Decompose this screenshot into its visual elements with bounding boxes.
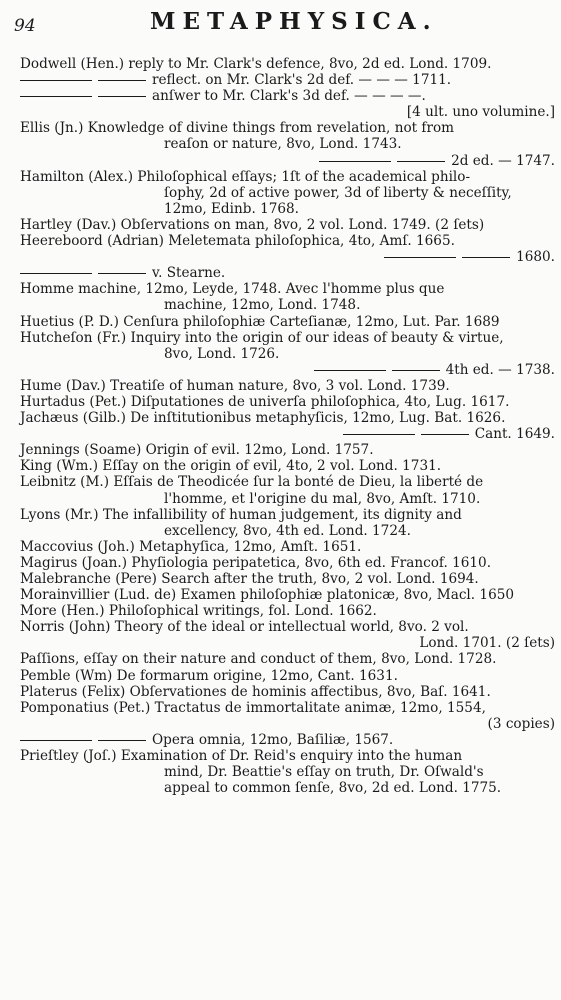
entry-line-text: Cant. 1649. [474,426,555,443]
catalogue-entry [0,153,561,169]
entry-line-text: Norris (John) Theory of the ideal or intellectual world, 8vo. 2 vol. [20,619,469,636]
entry-text [20,281,555,297]
entry-continuation [20,780,555,796]
catalogue-entry [0,362,561,378]
catalogue-entry [0,651,561,667]
entry-line-text: ſophy, 2d of active power, 3d of liberty & neceſſity, [164,184,512,201]
entry-text [20,619,555,635]
ditto-rule [421,434,469,435]
catalogue-entry [0,555,561,571]
entry-text [20,265,555,281]
entry-line-text: Lyons (Mr.) The infallibility of human judgement, its dignity and [20,506,462,523]
entry-text [20,732,555,748]
entry-continuation [20,297,555,313]
ditto-rule [314,370,386,371]
catalogue-entry [0,265,561,281]
entry-line-text: Maccovius (Joh.) Metaphyſica, 12mo, Amſt. 1651. [20,538,362,555]
catalogue-entry [0,233,561,249]
entry-line-text: Ellis (Jn.) Knowledge of divine things from revelation, not from [20,120,455,137]
entry-line-text: Paſſions, eſſay on their nature and conduct of them, 8vo, Lond. 1728. [20,651,497,668]
entry-line-text: 2d ed. — 1747. [451,152,555,169]
entry-line-text: 8vo, Lond. 1726. [164,345,280,362]
catalogue-entry [0,442,561,458]
entry-line-text: Lond. 1701. (2 ſets) [419,635,555,652]
catalogue-entry [0,56,561,72]
catalogue-entry [0,378,561,394]
entry-text [20,153,555,169]
entry-continuation [20,346,555,362]
entry-text [20,104,555,120]
entry-continuation [20,201,555,217]
entry-text [20,700,555,716]
page-number: 94 [14,16,36,36]
entry-line-text: Opera omnia, 12mo, Baſiliæ, 1567. [152,731,394,748]
entry-line-text: Prieſtley (Joſ.) Examination of Dr. Reid's enquiry into the human [20,748,463,765]
entry-line-text: 12mo, Edinb. 1768. [164,200,300,217]
entry-text [20,507,555,523]
ditto-rule [20,80,92,81]
catalogue-entry [0,88,561,104]
entry-text [20,233,555,249]
catalogue-entry [0,314,561,330]
catalogue-entry [0,619,561,651]
catalogue-entry [0,249,561,265]
entry-line-text: Jachæus (Gilb.) De inſtitutionibus metaphyſicis, 12mo, Lug. Bat. 1626. [20,410,506,427]
entry-text [20,442,555,458]
catalogue-entries [0,56,561,796]
entry-line-text: Platerus (Felix) Obſervationes de hominis affectibus, 8vo, Baſ. 1641. [20,683,491,700]
page-header [0,4,561,36]
entry-line-text: Hurtadus (Pet.) Diſputationes de univerſa philoſophica, 4to, Lug. 1617. [20,393,510,410]
ditto-rule [98,80,146,81]
ditto-rule [98,96,146,97]
entry-line-text: reaſon or nature, 8vo, Lond. 1743. [164,136,402,153]
entry-text [20,748,555,764]
entry-text [20,410,555,426]
ditto-rule [384,257,456,258]
catalogue-entry [0,587,561,603]
entry-text [20,72,555,88]
entry-line-text: Heereboord (Adrian) Meletemata philoſophica, 4to, Amſ. 1665. [20,233,455,250]
entry-text [20,458,555,474]
entry-line-text: 4th ed. — 1738. [445,361,555,378]
ditto-rule [462,257,510,258]
entry-line-text: Leibnitz (M.) Eſſais de Theodicée ſur la bonté de Dieu, la liberté de [20,474,484,491]
entry-text [20,314,555,330]
entry-continuation [20,716,555,732]
catalogue-entry [0,668,561,684]
entry-text [20,587,555,603]
entry-continuation [20,635,555,651]
ditto-rule [98,273,146,274]
entry-line-text: King (Wm.) Eſſay on the origin of evil, 4to, 2 vol. Lond. 1731. [20,458,442,475]
entry-line-text: l'homme, et l'origine du mal, 8vo, Amſt. 1710. [164,490,481,507]
catalogue-entry [0,684,561,700]
entry-continuation [20,523,555,539]
entry-line-text: Dodwell (Hen.) reply to Mr. Clark's defence, 8vo, 2d ed. Lond. 1709. [20,56,492,72]
entry-line-text: More (Hen.) Philoſophical writings, fol. Lond. 1662. [20,603,377,620]
entry-text [20,362,555,378]
entry-line-text: Jennings (Soame) Origin of evil. 12mo, Lond. 1757. [20,442,374,459]
catalogue-entry [0,281,561,313]
entry-continuation [20,491,555,507]
entry-line-text: anſwer to Mr. Clark's 3d def. — — — —. [152,88,426,105]
entry-text [20,426,555,442]
catalogue-entry [0,104,561,120]
entry-text [20,330,555,346]
entry-text [20,571,555,587]
ditto-rule [20,96,92,97]
entry-continuation [20,136,555,152]
entry-text [20,555,555,571]
entry-text [20,120,555,136]
entry-line-text: Magirus (Joan.) Phyſiologia peripatetica, 8vo, 6th ed. Francof. 1610. [20,554,492,571]
entry-text [20,88,555,104]
entry-text [20,56,555,72]
entry-text [20,249,555,265]
entry-line-text: 1680. [516,249,555,266]
entry-line-text: Morainvillier (Lud. de) Examen philoſophiæ platonicæ, 8vo, Macl. 1650 [20,587,515,604]
entry-line-text: appeal to common ſenſe, 8vo, 2d ed. Lond. 1775. [164,780,502,797]
ditto-rule [343,434,415,435]
catalogue-entry [0,748,561,796]
entry-line-text: machine, 12mo, Lond. 1748. [164,297,361,314]
entry-line-text: excellency, 8vo, 4th ed. Lond. 1724. [164,522,411,539]
ditto-rule [392,370,440,371]
entry-line-text: Hutcheſon (Fr.) Inquiry into the origin of our ideas of beauty & virtue, [20,329,504,346]
entry-text [20,169,555,185]
ditto-rule [20,273,92,274]
catalogue-entry [0,458,561,474]
entry-text [20,539,555,555]
entry-continuation [20,764,555,780]
ditto-rule [20,740,92,741]
catalogue-entry [0,732,561,748]
catalogue-entry [0,120,561,152]
ditto-rule [397,161,445,162]
entry-line-text: Hume (Dav.) Treatiſe of human nature, 8vo, 3 vol. Lond. 1739. [20,377,450,394]
catalogue-entry [0,217,561,233]
entry-line-text: Malebranche (Pere) Search after the truth, 8vo, 2 vol. Lond. 1694. [20,571,479,587]
entry-text [20,378,555,394]
entry-text [20,668,555,684]
entry-line-text: (3 copies) [487,715,555,732]
entry-line-text: Huetius (P. D.) Cenſura philoſophiæ Carteſianæ, 12mo, Lut. Par. 1689 [20,313,500,330]
catalogue-entry [0,507,561,539]
catalogue-entry [0,410,561,426]
catalogue-entry [0,539,561,555]
entry-line-text: Pemble (Wm) De formarum origine, 12mo, Cant. 1631. [20,667,398,684]
catalogue-entry [0,394,561,410]
entry-text [20,394,555,410]
catalogue-entry [0,426,561,442]
catalogue-entry [0,700,561,732]
entry-line-text: [4 ult. uno volumine.] [406,104,555,121]
entry-text [20,684,555,700]
catalogue-entry [0,571,561,587]
catalogue-entry [0,330,561,362]
entry-line-text: Hartley (Dav.) Obſervations on man, 8vo, 2 vol. Lond. 1749. (2 ſets) [20,216,485,233]
running-title: METAPHYSICA. [150,8,438,35]
catalogue-entry [0,603,561,619]
entry-line-text: reflect. on Mr. Clark's 2d def. — — — 1711. [152,72,452,89]
entry-line-text: Hamilton (Alex.) Philoſophical eſſays; 1ſt of the academical philo- [20,168,471,185]
entry-continuation [20,185,555,201]
entry-text [20,217,555,233]
catalogue-entry [0,474,561,506]
entry-text [20,651,555,667]
ditto-rule [319,161,391,162]
entry-text [20,603,555,619]
entry-line-text: v. Stearne. [152,265,226,282]
entry-line-text: mind, Dr. Beattie's eſſay on truth, Dr. Oſwald's [164,764,484,781]
ditto-rule [98,740,146,741]
entry-text [20,474,555,490]
entry-line-text: Homme machine, 12mo, Leyde, 1748. Avec l'homme plus que [20,281,445,298]
catalogue-entry [0,169,561,217]
entry-line-text: Pomponatius (Pet.) Tractatus de immortalitate animæ, 12mo, 1554, [20,699,486,716]
catalogue-entry [0,72,561,88]
